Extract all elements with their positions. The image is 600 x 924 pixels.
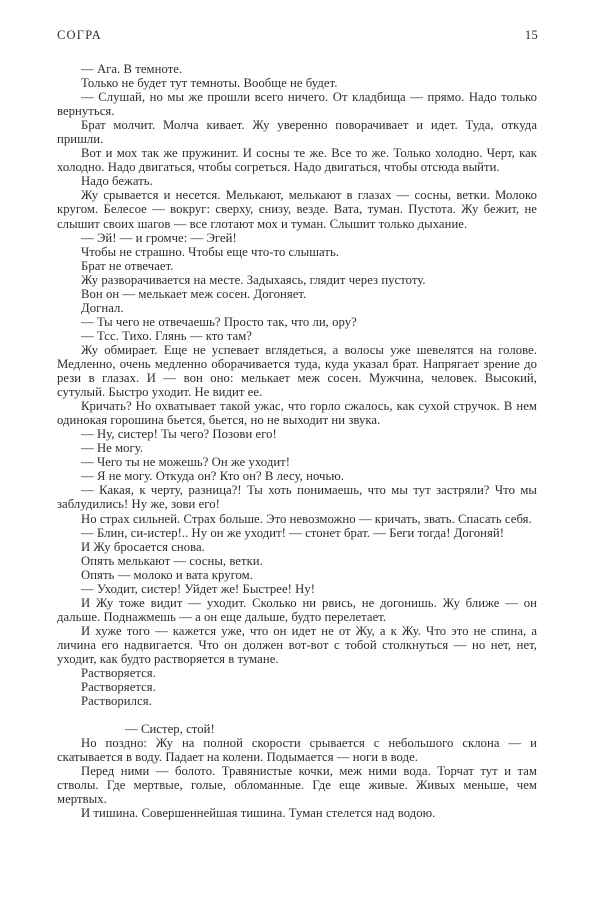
running-header (57, 28, 538, 42)
paragraph: Опять — молоко и вата кругом. (81, 567, 253, 582)
paragraph: И хуже того — кажется уже, что он идет не от Жу, а к Жу. Что это не спина, а личина его надвигается. Что он должен вот-вот с тобой столкнуться — но нет, нет, уходит, как будто растворяется в тумане. (57, 623, 537, 666)
paragraph: Чтобы не страшно. Чтобы еще что-то слышать. (81, 244, 340, 259)
paragraph: И Жу бросается снова. (81, 539, 205, 554)
paragraph: — Блин, си-истер!.. Ну он же уходит! — стонет брат. — Беги тогда! Догоняй! (81, 525, 504, 540)
paragraph: Но поздно: Жу на полной скорости срывается с небольшого склона — и скатывается в воду. Падает на колени. Подымается — ноги в воде. (57, 736, 537, 765)
paragraph: Брат молчит. Молча кивает. Жу уверенно поворачивает и идет. Туда, откуда пришли. (57, 118, 537, 147)
paragraph: — Какая, к черту, разница?! Ты хоть понимаешь, что мы тут застряли? Что мы заблудились! Ну же, зови его! (57, 483, 537, 512)
paragraph: — Я не могу. Откуда он? Кто он? В лесу, ночью. (81, 469, 345, 484)
paragraph: Перед ними — болото. Травянистые кочки, меж ними вода. Торчат тут и там стволы. Где мертвые, голые, обломанные. Где еще живые. Живых меньше, чем мертвых. (57, 764, 537, 807)
paragraph: И тишина. Совершеннейшая тишина. Туман стелется над водою. (81, 806, 436, 821)
paragraph: Но страх сильней. Страх больше. Это невозможно — кричать, звать. Спасать себя. (81, 511, 532, 526)
paragraph: — Чего ты не можешь? Он же уходит! (81, 455, 291, 470)
running-title: СОГРА (57, 28, 102, 42)
paragraph: Надо бежать. (81, 174, 153, 189)
paragraph: Растворяется. (81, 666, 156, 681)
paragraph: — Слушай, но мы же прошли всего ничего. От кладбища — прямо. Надо только вернуться. (57, 90, 537, 119)
paragraph: Догнал. (81, 300, 124, 315)
paragraph: — Уходит, систер! Уйдет же! Быстрее! Ну! (81, 581, 316, 596)
paragraph: Кричать? Но охватывает такой ужас, что горло сжалось, как сухой стручок. В нем одинокая горошина бьется, бьется, но не выходит ни звука. (57, 399, 537, 428)
paragraph: Только не будет тут темноты. Вообще не будет. (81, 76, 338, 91)
paragraph: Вот и мох так же пружинит. И сосны те же. Все то же. Только холодно. Черт, как холодно. Надо двигаться, чтобы согреться. Надо двигаться, чтобы отсюда выйти. (57, 146, 537, 175)
paragraph: Растворяется. (81, 680, 156, 695)
paragraph: — Ну, систер! Ты чего? Позови его! (81, 427, 277, 442)
paragraph: Жу срывается и несется. Мелькают, мелькают в глазах — сосны, ветки. Молоко кругом. Белесое — вокруг: сверху, снизу, везде. Вата, туман. Пустота. Жу бежит, не слышит своих шагов — все глотают мох и туман. Слышит только дыхание. (57, 188, 537, 231)
paragraph: И Жу тоже видит — уходит. Сколько ни рвись, не догонишь. Жу ближе — он дальше. Поднажмешь — а он еще дальше, будто перелетает. (57, 595, 537, 624)
paragraph: — Ты чего не отвечаешь? Просто так, что ли, ору? (81, 314, 357, 329)
paragraph: — Ага. В темноте. (81, 62, 183, 76)
paragraph: Вон он — мелькает меж сосен. Догоняет. (81, 286, 307, 301)
paragraph: — Не могу. (81, 441, 144, 456)
paragraph: Жу разворачивается на месте. Задыхаясь, глядит через пустоту. (81, 272, 426, 287)
paragraph: Жу обмирает. Еще не успевает вглядеться, а волосы уже шевелятся на голове. Медленно, очень медленно оборачивается туда, куда указал брат. Напрягает зрение до рези в глазах. И — вон оно: мелькает меж сосен. Мужчина, человек. Высокий, сутулый. Быстро уходит. Не видит ее. (57, 342, 537, 400)
page-body (57, 62, 537, 820)
scene-break-paragraph: — Систер, стой! (125, 722, 215, 737)
paragraph: — Эй! — и громче: — Эгей! (81, 230, 237, 245)
paragraph: — Тсс. Тихо. Глянь — кто там? (81, 328, 252, 343)
paragraph: Брат не отвечает. (81, 258, 174, 273)
paragraph: Опять мелькают — сосны, ветки. (81, 553, 263, 568)
paragraph: Растворился. (81, 694, 152, 709)
page-number: 15 (524, 28, 538, 42)
